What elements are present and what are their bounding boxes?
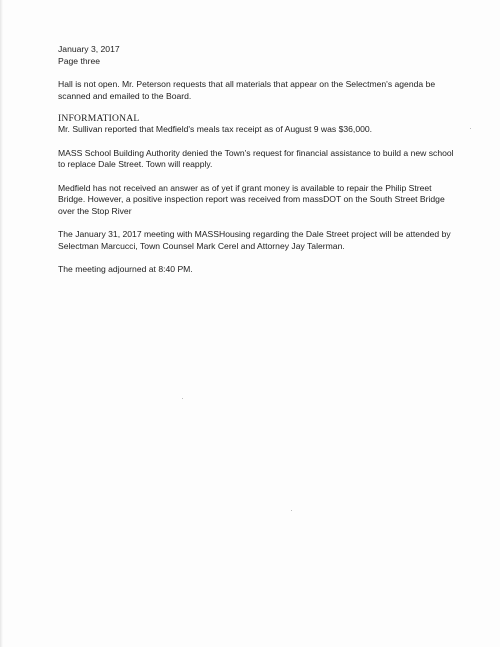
paragraph-hall-not-open: Hall is not open. Mr. Peterson requests that all materials that appear on the Selectmen's agenda be scanned and emailed to the Board. <box>58 79 436 101</box>
paragraph-school-building-authority: MASS School Building Authority denied the Town's request for financial assistance to build a new school to replace Dale Street. Town will reapply. <box>58 147 454 169</box>
scan-speck <box>470 128 471 129</box>
minutes-content <box>58 44 460 276</box>
page-label: Page three <box>58 55 101 66</box>
scan-speck <box>182 398 183 399</box>
paragraph-massHousing-meeting: The January 31, 2017 meeting with MASSHousing regarding the Dale Street project will be attended by Selectman Marcucci, Town Counsel Mark Cerel and Attorney Jay Talerman. <box>58 229 451 251</box>
scan-edge <box>0 0 3 647</box>
paragraph-bridge-grant: Medfield has not received an answer as of yet if grant money is available to repair the Philip Street Bridge. However, a positive inspection report was received from massDOT on the South Street Bridge over the Stop River <box>58 182 445 216</box>
document-date: January 3, 2017 <box>58 44 120 54</box>
section-heading-informational: INFORMATIONAL <box>58 113 140 124</box>
paragraph-meals-tax: Mr. Sullivan reported that Medfield's meals tax receipt as of August 9 was $36,000. <box>58 124 373 134</box>
paragraph-adjourned: The meeting adjourned at 8:40 PM. <box>58 264 193 274</box>
scan-speck <box>291 510 292 511</box>
